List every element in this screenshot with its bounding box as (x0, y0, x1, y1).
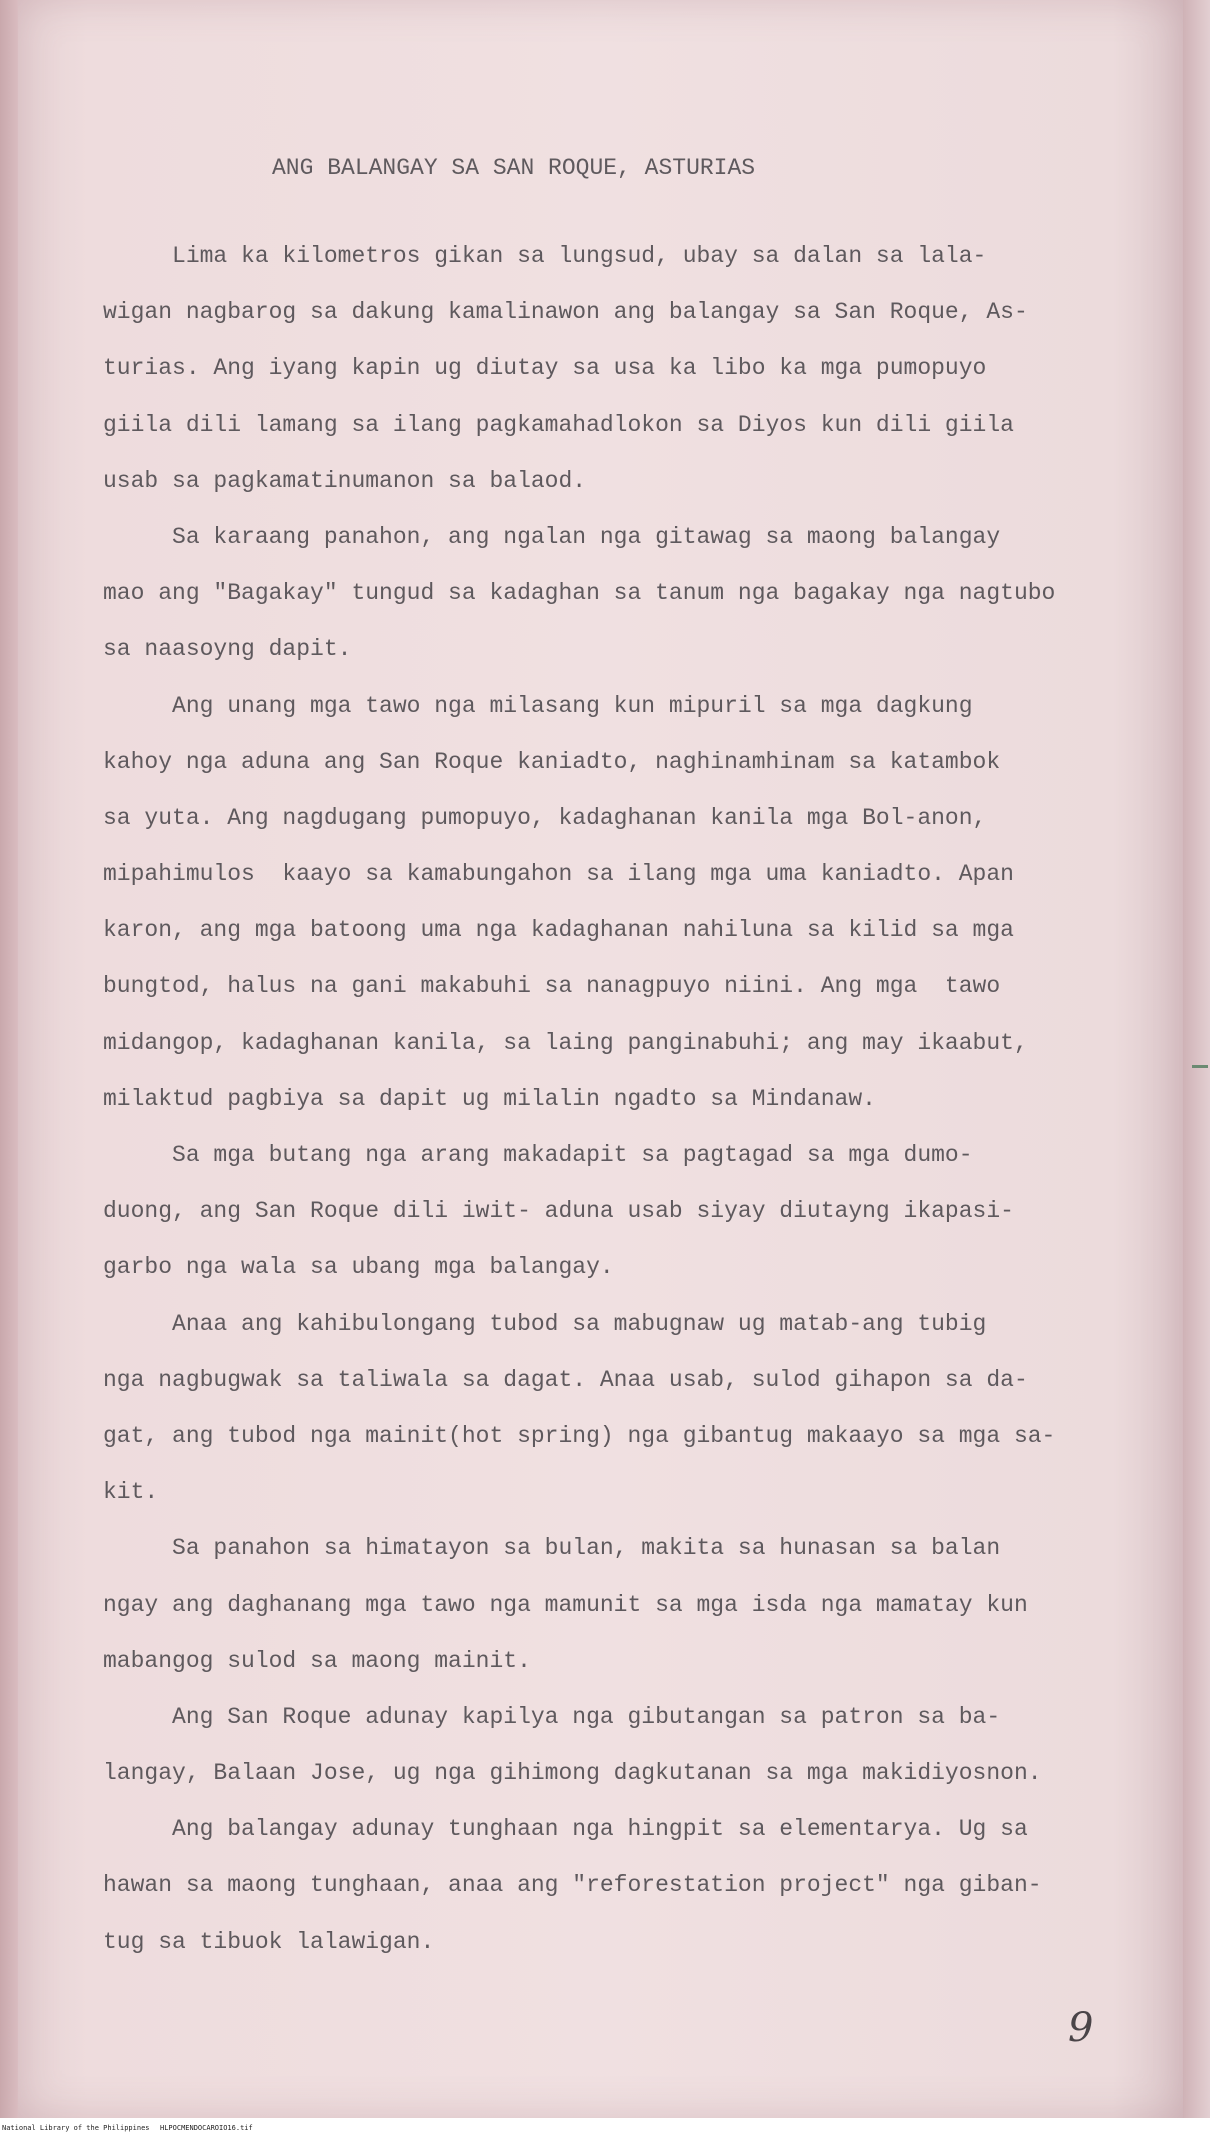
paragraph (103, 1296, 1063, 1521)
text-line: Lima ka kilometros gikan sa lungsud, ubay sa dalan sa lala- (103, 243, 987, 269)
text-line: Sa karaang panahon, ang ngalan nga gitawag sa maong balangay (103, 523, 1001, 550)
document-body (103, 228, 1063, 1970)
text-line: karon, ang mga batoong uma nga kadaghanan nahiluna sa kilid sa mga (103, 917, 1014, 944)
text-line: bungtod, halus na gani makabuhi sa nanagpuyo niini. Ang mga tawo (103, 973, 1001, 1000)
text-line: midangop, kadaghanan kanila, sa laing panginabuhi; ang may ikaabut, (103, 1029, 1028, 1056)
scan-left-edge (0, 0, 18, 2118)
text-line: duong, ang San Roque dili iwit- aduna usab siyay diutayng ikapasi- (103, 1198, 1014, 1225)
paragraph (103, 1689, 1063, 1801)
text-line: tug sa tibuok lalawigan. (103, 1928, 435, 1955)
text-line: kit. (103, 1479, 159, 1506)
text-line: milaktud pagbiya sa dapit ug milalin ngadto sa Mindanaw. (103, 1085, 876, 1112)
text-line: sa naasoyng dapit. (103, 636, 352, 663)
text-line: langay, Balaan Jose, ug nga gihimong dagkutanan sa mga makidiyosnon. (103, 1760, 1042, 1787)
handwritten-page-number: 9 (1068, 2005, 1094, 2051)
footer-institution: National Library of the Philippines (2, 2124, 150, 2132)
text-line: usab sa pagkamatinumanon sa balaod. (103, 467, 587, 494)
text-line: Anaa ang kahibulongang tubod sa mabugnaw ug matab-ang tubig (103, 1310, 987, 1337)
text-line: ngay ang daghanang mga tawo nga mamunit sa mga isda nga mamatay kun (103, 1591, 1028, 1618)
text-line: turias. Ang iyang kapin ug diutay sa usa ka libo ka mga pumopuyo (103, 355, 987, 382)
paragraph (103, 678, 1063, 1128)
paragraph (103, 1127, 1063, 1296)
text-line: sa yuta. Ang nagdugang pumopuyo, kadaghanan kanila mga Bol-anon, (103, 804, 987, 831)
text-line: Sa panahon sa himatayon sa bulan, makita sa hunasan sa balan (103, 1535, 1001, 1562)
text-line: hawan sa maong tunghaan, anaa ang "reforestation project" nga giban- (103, 1872, 1042, 1899)
text-line: Ang San Roque adunay kapilya nga gibutangan sa patron sa ba- (103, 1703, 1001, 1730)
document-title: ANG BALANGAY SA SAN ROQUE, ASTURIAS (272, 155, 756, 181)
text-line: Ang balangay adunay tunghaan nga hingpit sa elementarya. Ug sa (103, 1816, 1028, 1843)
text-line: kahoy nga aduna ang San Roque kaniadto, naghinamhinam sa katambok (103, 748, 1001, 775)
paragraph (103, 1520, 1063, 1689)
paragraph (103, 228, 1063, 509)
footer-filename: HLPOCMENDOCAROIO16.tif (160, 2124, 253, 2132)
text-line: mabangog sulod sa maong mainit. (103, 1647, 531, 1674)
text-line: giila dili lamang sa ilang pagkamahadlokon sa Diyos kun dili giila (103, 411, 1014, 438)
scan-right-edge (1183, 0, 1210, 2118)
page-edge-mark (1192, 1065, 1208, 1068)
text-line: gat, ang tubod nga mainit(hot spring) nga gibantug makaayo sa mga sa- (103, 1422, 1056, 1449)
paragraph (103, 509, 1063, 678)
text-line: mao ang "Bagakay" tungud sa kadaghan sa tanum nga bagakay nga nagtubo (103, 580, 1056, 607)
text-line: Ang unang mga tawo nga milasang kun mipuril sa mga dagkung (103, 692, 973, 719)
text-line: wigan nagbarog sa dakung kamalinawon ang balangay sa San Roque, As- (103, 299, 1028, 326)
text-line: Sa mga butang nga arang makadapit sa pagtagad sa mga dumo- (103, 1142, 973, 1168)
text-line: garbo nga wala sa ubang mga balangay. (103, 1254, 614, 1281)
paragraph (103, 1801, 1063, 1970)
text-line: nga nagbugwak sa taliwala sa dagat. Anaa usab, sulod gihapon sa da- (103, 1366, 1028, 1393)
text-line: mipahimulos kaayo sa kamabungahon sa ilang mga uma kaniadto. Apan (103, 861, 1014, 888)
